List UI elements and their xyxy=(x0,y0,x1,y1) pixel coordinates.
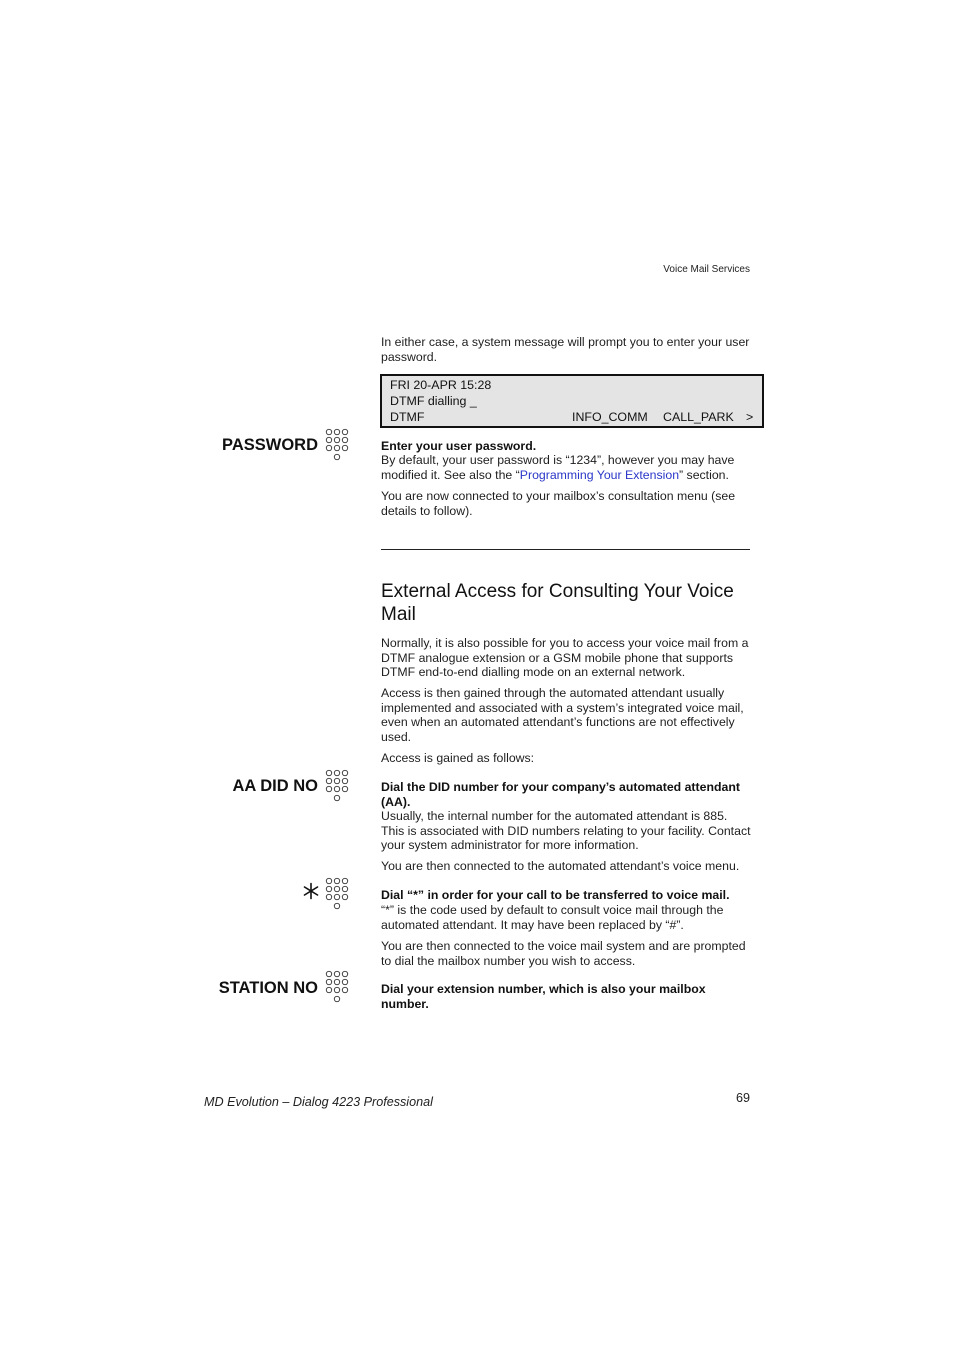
keypad-icon xyxy=(325,428,351,462)
softkey-more: > xyxy=(746,410,754,424)
display-line-1: FRI 20-APR 15:28 xyxy=(390,378,492,392)
running-header: Voice Mail Services xyxy=(663,264,750,275)
password-followup: You are now connected to your mailbox’s consultation menu (see details to follow). xyxy=(381,489,736,518)
section-paragraph-1: Normally, it is also possible for you to access your voice mail from a DTMF analogue extension or a GSM mobile phone that supports DTMF end-to-end dialling mode on an external network. xyxy=(381,636,749,680)
star-followup: You are then connected to the voice mail system and are prompted to dial the mailbox number you wish to access. xyxy=(381,939,746,968)
station-step-title: Dial your extension number, which is also your mailbox number. xyxy=(381,982,706,1011)
station-no-key-label: STATION NO xyxy=(218,979,318,997)
password-body-suffix: ” section. xyxy=(679,467,729,482)
keypad-icon xyxy=(325,877,351,911)
section-paragraph-3: Access is gained as follows: xyxy=(381,751,535,765)
keypad-icon xyxy=(325,769,351,803)
keypad-icon xyxy=(325,970,351,1004)
softkey-call-park: CALL_PARK xyxy=(663,410,734,424)
star-key-icon xyxy=(302,882,320,900)
star-step-body: “*” is the code used by default to consult voice mail through the automated attendant. It may have been replaced by “#”. xyxy=(381,903,724,932)
section-paragraph-2: Access is then gained through the automated attendant usually implemented and associated with a system’s integrated voice mail, even when an automated attendant’s functions are not effectively used. xyxy=(381,686,744,744)
aa-did-key-label: AA DID NO xyxy=(232,777,318,795)
star-step-title: Dial “*” in order for your call to be transferred to voice mail. xyxy=(381,888,730,902)
page-number: 69 xyxy=(735,1091,750,1105)
display-line-2: DTMF dialling _ xyxy=(390,394,477,408)
footer-title: MD Evolution – Dialog 4223 Professional xyxy=(204,1095,433,1109)
programming-extension-link[interactable]: Programming Your Extension xyxy=(519,467,680,482)
aa-followup: You are then connected to the automated attendant’s voice menu. xyxy=(381,859,740,873)
phone-display xyxy=(380,374,764,428)
aa-step-body: Usually, the internal number for the automated attendant is 885. This is associated with DID numbers relating to your facility. Contact your system administrator for more information. xyxy=(381,809,751,853)
aa-step-title: Dial the DID number for your company’s automated attendant (AA). xyxy=(381,780,740,809)
section-divider xyxy=(381,549,750,550)
password-step-body xyxy=(381,453,751,482)
password-body-text: By default, your user password is “1234”, however you may have modified it. See also the “ xyxy=(381,453,735,482)
display-line-3: DTMF xyxy=(390,410,425,424)
password-key-label: PASSWORD xyxy=(222,436,318,454)
intro-paragraph: In either case, a system message will prompt you to enter your user password. xyxy=(381,335,750,364)
password-step-title: Enter your user password. xyxy=(381,439,537,453)
softkey-info-comm: INFO_COMM xyxy=(572,410,648,424)
section-heading: External Access for Consulting Your Voice Mail xyxy=(381,581,734,625)
